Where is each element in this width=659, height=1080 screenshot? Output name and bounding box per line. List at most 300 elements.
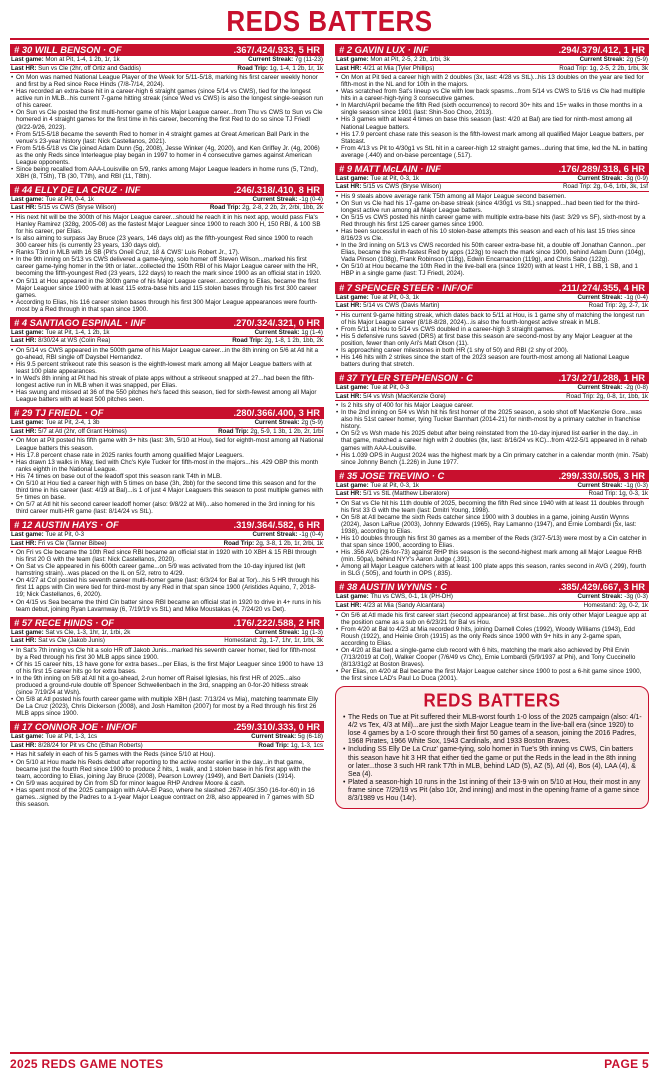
last-game-row — [10, 629, 324, 638]
player-name: # 4 SANTIAGO ESPINAL · INF — [14, 316, 146, 328]
note-item: • In the 2nd inning on 5/4 vs Wsh hit his first homer of the 2025 season, a solo shot off MacKenzie Gore...was also his 51st career homer, tying Tucker Barnhart (2014-21) for ninth-most by a primary catcher in franchise history. — [335, 409, 649, 430]
note-item: • Has swung and missed at 36 of the 550 pitches he's faced this season, tied for sixth-fewest among all Major League batters with at least 500 pitches seen. — [10, 389, 324, 403]
road-trip-value: Road Trip: 2g, 0-8, 1r, 1bb, 1k — [566, 392, 648, 400]
player-card — [335, 470, 649, 578]
note-item: • On 5/14 vs CWS appeared in the 500th game of his Major League career...in the 8th inning on 5/6 at Atl hit a go-ahead, RBI single off Daysbel Hernandez. — [10, 347, 324, 361]
last-game-value: Tue at Pit, 0-4, 1k — [45, 195, 94, 203]
last-game — [336, 482, 419, 490]
player-card — [10, 721, 324, 808]
player-card — [10, 617, 324, 718]
last-game-row — [10, 56, 324, 65]
road-trip-label: Road Trip: — [258, 741, 291, 749]
road-trip-value: 2g, 5-9, 1 3b, 1 2b, 2r, 1rbi — [250, 427, 323, 435]
player-header-bar — [335, 44, 649, 56]
last-game-value: Tue at Pit, 0-3, 1k — [370, 174, 419, 182]
note-item: • Per Elias, on 4/20 at Bal became the first Major League catcher since 1900 to post a 6-hit game since 1900, the first since LAD's Paul Lo Duca (2001). — [335, 668, 649, 682]
current-streak-label: Current Streak: — [252, 195, 300, 203]
last-game — [11, 196, 94, 204]
note-item: • On 4/20 at Bal tied a single-game club record with 6 hits, matching the mark also achieved by Phil Ervin (7/13/2019 at Col), Walker Cooper (7/6/49 vs Chc), Ernie Lombardi (5/9/1937 at Phi), and Tony Cuccinello (8/13/31g2 at Boston Braves). — [335, 647, 649, 668]
team-note-item: • Including SS Elly De La Cruz' game-tying, solo homer in Tue's 9th inning vs CWS, Cin batters this season have hit 3 HR that either tied the game or put the Reds in the lead in the 8th inning or later...those 3 such HR rank T7th in MLB, behind LAD (5), AZ (5), Atl (4), Bos (4), LAA (4), & Sea (4). — [342, 746, 642, 778]
note-item: • In the 3rd inning on 5/13 vs CWS recorded his 50th career extra-base hit, a double off Jonathan Cannon...per Elias, became the sixth-fastest Red by apps (123g) to reach the mark since 1900, behind Adam Dunn (104g), Vada Pinson (108g), Frank Robinson (118g), Edwin Encarnacion (119g), and Chris Sabo (122g). — [335, 242, 649, 263]
road-trip — [563, 183, 648, 191]
note-item: • His current 9-game hitting streak, which dates back to 5/11 at Hou, is 1 game shy of matching the longest run of his Major League career (8/18-8/28, 2024)...is also the fourth-longest active streak in MLB. — [335, 312, 649, 326]
player-name: # 38 AUSTIN WYNNS · C — [339, 581, 447, 593]
player-stats: .294/.379/.412, 1 HR — [558, 44, 645, 55]
player-notes — [335, 499, 649, 578]
footer-right: PAGE 5 — [604, 1057, 649, 1071]
last-hr-value: 5/1 vs StL (Matthew Liberatore) — [363, 490, 450, 498]
last-game-row — [335, 482, 649, 491]
note-item: • His .356 AVG (26-for-73) against RHP this season is the second-highest mark among all Major League RHB (min. 50pa), behind NYY's Aaron Judge (.391). — [335, 549, 649, 563]
last-hr-label: Last HR: — [11, 539, 39, 547]
last-hr-value: 5/4 vs Wsh (MacKenzie Gore) — [363, 392, 446, 400]
note-item: • On Sat vs Cle hit his 11th double of 2025, becoming the fifth Red since 1940 with at least 11 doubles through his first 33 G with the team (last: Dmitri Young, 1998). — [335, 500, 649, 514]
current-streak-label: Current Streak: — [251, 733, 298, 741]
last-game-row — [335, 294, 649, 303]
last-game-label: Last game: — [336, 481, 371, 489]
current-streak-label: Current Streak: — [254, 419, 302, 427]
player-name: # 2 GAVIN LUX · INF — [339, 44, 429, 55]
note-item: • On Fri vs Cle became the 10th Red since RBI became an official stat in 1920 with 10 XBH & 15 RBI through his first 20 G with the team (last: Nick Castellanos, 2020). — [10, 549, 324, 563]
current-streak-value: 5g (6-18) — [297, 733, 323, 741]
player-header-bar — [10, 519, 324, 531]
last-game-label: Last game: — [336, 56, 371, 63]
note-item: • Has been successful in each of his 10 stolen-base attempts this season and each of his last 15 tries since 8/16/23 vs Cle. — [335, 228, 649, 242]
last-game-label: Last game: — [336, 384, 371, 392]
note-item: • On 5/6 at Atl made his first career start (second appearance) at first base...his only other Major League app at the position came as a sub on 6/23/21 for Bal vs Hou. — [335, 612, 649, 626]
last-game-value: Thu vs CWS, 0-1, 1k (PH-DH) — [370, 593, 453, 601]
player-stats: .299/.330/.505, 3 HR — [558, 469, 645, 481]
note-item: • Is approaching career milestones in both HR (1 shy of 50) and RBI (2 shy of 200). — [335, 347, 649, 354]
note-item: • On Mon at Pit posted his fifth game with 3+ hits (last: 3/h, 5/10 at Hou), tied for eighth-most among all National League batters this season. — [10, 437, 324, 451]
last-hr-label: Last HR: — [11, 637, 39, 645]
last-hr — [11, 742, 143, 750]
note-item: • From 4/13 vs Pit to 4/30g1 vs StL hit in a career-high 12 straight games...during that time, led the NL in batting average (.440) and on-base percentage (.517). — [335, 145, 649, 159]
last-game — [11, 329, 109, 337]
last-game-row — [10, 531, 324, 540]
last-hr-row — [10, 337, 324, 346]
last-hr-value: 4/21 at Mia (Tyler Phillips) — [363, 64, 435, 72]
note-item: • His 10 doubles through his first 30 games as a member of the Reds (3/27-5/13) were most by a Cin catcher in that span since 1900, according to Elias. — [335, 535, 649, 549]
current-streak-value: 1g (1-3) — [301, 628, 323, 636]
last-hr — [11, 637, 105, 645]
last-game — [336, 56, 450, 64]
last-hr-label: Last HR: — [336, 601, 364, 609]
note-item: • On Mon was named National League Player of the Week for 5/11-5/18, marking his first career weekly honor and first by a Red since Rece Hinds (7/8-7/14, 2024). — [10, 74, 324, 88]
player-card — [10, 184, 324, 313]
last-game-label: Last game: — [11, 195, 46, 203]
last-game-label: Last game: — [336, 593, 371, 601]
current-streak-value: 1g (1-4) — [301, 328, 323, 336]
note-item: • On 5/10 at Hou tied a career high with 5 times on base (3h, 2bb) for the second time this season and for the third time in his career (last: 4/19 at Bal)...is 1 of just 4 Major Leaguers this season to post multiple games with 5+ times on base. — [10, 480, 324, 501]
footer — [10, 1057, 649, 1071]
last-game-row — [335, 384, 649, 393]
last-hr-value: Fri vs Cle (Tanner Bibee) — [38, 539, 107, 547]
note-item: • On 4/15 vs Sea became the third Cin batter since RBI became an official stat in 1920 to drive in 4+ runs in his team debut, joining Ryan Lavarnway (6, 7/19/19 vs StL) and Mike Moustakas (4, 7/24/20 vs Det). — [10, 599, 324, 613]
current-streak — [578, 175, 649, 183]
team-notes-list — [342, 713, 642, 803]
note-item: • On 5/10 at Hou became the 10th Red in the live-ball era (since 1920) with at least 1 HR, 1 BB, 1 SB, and 1 HBP in a single game (last: TJ Friedl, 2024). — [335, 263, 649, 277]
current-streak-label: Current Streak: — [254, 628, 302, 636]
last-game-value: Tue at Pit, 0-3, 1k — [370, 481, 419, 489]
current-streak — [253, 196, 324, 204]
last-hr-label: Last HR: — [11, 427, 39, 435]
last-game-label: Last game: — [11, 419, 46, 427]
current-streak — [578, 482, 649, 490]
last-game-label: Last game: — [11, 56, 46, 63]
team-note-item: • Plated a season-high 10 runs in the 1st inning of their 13-9 win on 5/10 at Hou, their most in any frame since 7/29/19 vs Pit (also 10r, 2nd inning) and most in the opening frame of a game since 8/3/1989 vs Hou (14r). — [342, 779, 642, 803]
player-card — [335, 44, 649, 159]
player-card — [10, 44, 324, 180]
note-item: • On 5/8 at Atl posted his fourth career game with multiple XBH (last: 7/13/24 vs Mia), matching teammate Elly De La Cruz (2023), Chris Dickerson (2008), and Josh Hamilton (2007) for most by a Red through his first 26 MLB apps since 1900. — [10, 696, 324, 717]
last-hr — [336, 302, 440, 310]
note-item: • His 1.039 OPS in August 2024 was the highest mark by a Cin primary catcher in a calendar month (min. 75ab) since Johnny Bench (1.226) in June 1977. — [335, 452, 649, 466]
last-hr — [336, 602, 445, 610]
last-hr-row — [335, 490, 649, 499]
road-trip-label: Road Trip: — [237, 64, 270, 72]
last-game — [11, 629, 130, 637]
road-trip — [218, 428, 323, 436]
last-game — [11, 733, 97, 741]
player-header-bar — [335, 581, 649, 593]
road-trip — [559, 65, 648, 73]
road-trip-value: 2g, 1-8, 1 2b, 1bb, 2k — [264, 337, 323, 345]
player-header-bar — [335, 163, 649, 175]
player-header-bar — [335, 470, 649, 482]
road-trip-value: Homestand: 2g, 1-7, 1hr, 1r, 1rbi, 3k — [224, 637, 323, 645]
note-item: • His 3 games with at least 4 times on base this season (last: 4/20 at Bal) are tied for ninth-most among all National League batters. — [335, 116, 649, 130]
player-card — [335, 372, 649, 466]
last-hr-row — [335, 393, 649, 402]
note-item: • On 5/15 vs CWS posted his ninth career game with multiple extra-base hits (last: 3/29 vs SF), sixth-most by a Red through his first 125 career games since 1900. — [335, 214, 649, 228]
player-header-bar — [10, 317, 324, 329]
last-hr-label: Last HR: — [336, 64, 364, 72]
note-item: • His 5 defensive runs saved (DRS) at first base this season are second-most by any Major Leaguer at the position, fewer than only Ari's Matt Olson (11). — [335, 333, 649, 347]
player-card — [335, 282, 649, 369]
last-game-row — [10, 196, 324, 205]
footer-left: 2025 REDS GAME NOTES — [10, 1057, 164, 1071]
player-card — [10, 317, 324, 404]
current-streak — [255, 629, 323, 637]
last-hr-row — [335, 65, 649, 74]
current-streak — [255, 329, 323, 337]
note-item: • His 146 hits with 2 strikes since the start of the 2023 season are fourth-most among all National League batters during that stretch. — [335, 354, 649, 368]
last-hr-row — [335, 302, 649, 311]
current-streak-value: 2g (5-9) — [301, 419, 323, 427]
note-item: • Of his 15 career hits, 13 have gone for extra bases...per Elias, is the first Major Leaguer since 1900 to have 13 of his first 15 career hits go for extra bases. — [10, 661, 324, 675]
last-game-row — [10, 419, 324, 428]
last-game — [11, 56, 120, 64]
last-hr-row — [10, 65, 324, 74]
road-trip — [210, 204, 323, 212]
last-hr-value: 8/30/24 at WS (Colin Rea) — [38, 337, 111, 345]
note-item: • In Wed's 8th inning at Pit had his streak of plate apps without a strikeout snapped at 27...had been the fifth-longest active run in MLB when it was snapped, per Elias. — [10, 375, 324, 389]
page-title: REDS BATTERS — [226, 4, 433, 38]
player-name: # 12 AUSTIN HAYS · OF — [14, 519, 119, 530]
note-item: • In the 9th inning on 5/8 at Atl hit a go-ahead, 2-run homer off Raisel Iglesias, his first HR of 2025...also produced a ground-rule double off Spencer Schwellenbach in the 3rd, snapping an 0-for-20 hitless streak (since 7/19/24 at Wsh). — [10, 675, 324, 696]
current-streak — [580, 56, 648, 64]
last-hr-row — [335, 183, 649, 192]
player-name: # 30 WILL BENSON · OF — [14, 44, 122, 55]
last-hr-label: Last HR: — [11, 337, 39, 345]
road-trip-value: Road Trip: 1g, 0-3, 1k — [588, 490, 648, 498]
note-item: • His next hit will be the 300th of his Major League career...should he reach it in his next app, would pass Fla's Hanley Ramirez (328g, 2005-08) as the fastest Major Leaguer since 1900 to reach 300 H, 150 RBI, & 100 SB for his career, per Elias. — [10, 214, 324, 235]
current-streak-label: Current Streak: — [577, 481, 625, 489]
note-item: • Is 2 hits shy of 400 for his Major League career. — [335, 402, 649, 409]
current-streak-label: Current Streak: — [577, 593, 625, 601]
last-hr-value: 5/15 vs CWS (Bryse Wilson) — [363, 183, 442, 191]
current-streak-value: -1g (0-4) — [299, 195, 323, 203]
last-hr-label: Last HR: — [336, 183, 364, 191]
last-game-value: Mon at Pit, 2-5, 2 2b, 1rbi, 3k — [370, 56, 450, 63]
current-streak-label: Current Streak: — [577, 293, 625, 301]
note-item: • According to Elias, his 116 career stolen bases through his first 300 Major League appearances were fourth-most by a Red through in that span since 1900. — [10, 299, 324, 313]
note-item: • Since being recalled from AAA-Louisville on 5/9, ranks among Major League leaders in home runs (5, T2nd), XBH (8, T5th), TB (30, T7th), and RBI (11, T8th). — [10, 166, 324, 180]
player-notes — [10, 548, 324, 612]
last-hr-row — [335, 602, 649, 611]
last-hr-value: 5/14 vs CWS (Davis Martin) — [363, 302, 440, 310]
note-item: • His 17.9 percent chase rate this season is the fifth-lowest mark among all qualified Major League batters, per Statcast. — [335, 131, 649, 145]
current-streak-label: Current Streak: — [577, 384, 625, 392]
current-streak-value: -2g (0-8) — [624, 384, 648, 392]
note-item: • Has spent most of the 2025 campaign with AAA-El Paso, where he slashed .267/.405/.350 (16-for-60) in 16 games...signed by the Padres to a 1-year Major League contract on 2/8, also appeared in 7 games with SD this season. — [10, 787, 324, 808]
note-item: • His 9 steals above average rank T5th among all Major League second basemen. — [335, 193, 649, 200]
last-game-value: Tue at Pit, 0-3 — [370, 384, 410, 392]
last-game-row — [335, 175, 649, 184]
note-item: • From 5/15-5/18 became the seventh Red to homer in 4 straight games at Great American Ball Park in the venue's 23-year history (last: Nick Castellanos, 2021). — [10, 131, 324, 145]
player-name: # 9 MATT McLAIN · INF — [339, 162, 441, 174]
player-card — [335, 581, 649, 682]
note-item: • Is also aiming to surpass Jay Bruce (23 years, 146 days old) as the fifth-youngest Red since 1900 to reach 300 career hits (is currently 23 years, 130 days old). — [10, 235, 324, 249]
last-hr-value: 5/15 vs CWS (Bryse Wilson) — [38, 204, 117, 212]
road-trip-label: Road Trip: — [223, 539, 256, 547]
player-stats: .259/.310/.333, 0 HR — [233, 721, 320, 733]
road-trip-value: Road Trip: 2g, 2-7, 1k — [588, 302, 648, 310]
team-notes-title: REDS BATTERS — [423, 690, 561, 711]
note-item: • On 4/27 at Col posted his seventh career multi-homer game (last: 6/3/24 for Bal at Tor)...his 5 HR through his first 11 apps with Cin were tied for third-most by any Red in that span since 1900 (Aristides Aquino, 7, 2018-19; Nick Castellanos, 6, 2020). — [10, 577, 324, 598]
last-hr — [336, 65, 434, 73]
player-notes — [10, 646, 324, 717]
current-streak-label: Current Streak: — [252, 531, 300, 538]
last-hr-row — [10, 540, 324, 549]
last-hr — [336, 490, 449, 498]
right-column — [335, 44, 649, 809]
last-hr — [336, 183, 441, 191]
last-game-label: Last game: — [11, 628, 46, 636]
note-item: • On Mon at Pit tied a career high with 2 doubles (3x, last: 4/28 vs StL)...his 13 doubles on the year are tied for fifth-most in the NL and for 10th in the majors. — [335, 74, 649, 88]
player-name: # 7 SPENCER STEER · INF/OF — [339, 281, 473, 293]
road-trip — [237, 65, 323, 73]
player-stats: .270/.324/.321, 0 HR — [233, 316, 320, 328]
player-stats: .319/.364/.582, 6 HR — [233, 519, 320, 530]
note-item: • Has recorded an extra-base hit in a career-high 6 straight games (since 5/14 vs CWS), tied for the longest active run in MLB...his current 7-game hitting streak (since Wed vs CWS) is also the longest single-season run of his career. — [10, 88, 324, 109]
note-item: • From 5/11 at Hou to 5/14 vs CWS doubled in a career-high 3 straight games. — [335, 326, 649, 333]
last-game-value: Tue at Pit, 1-4, 1 2b, 1k — [45, 328, 110, 336]
note-item: • On 5/10 at Hou made his Reds debut after reporting to the active roster earlier in the day...in that game, became just the fourth Red since 1900 to produce 2 hits, 1 walk, and 1 stolen base in his first app with the team, according to Elias, joining Jay Bruce (2008), Pearson Lowrey (1949), and Bert Daniels (1914). — [10, 759, 324, 780]
note-item: • Among all Major League catchers with at least 100 plate apps this season, ranks second in AVG (.299), fourth in SLG (.505), and fourth in OPS (.835). — [335, 563, 649, 577]
current-streak — [578, 593, 649, 601]
note-item: • On Sat vs Cle appeared in his 600th career game...on 5/9 was activated from the 10-day injured list (left hamstring strain)...was placed on the IL on 5/2, retro to 4/29. — [10, 563, 324, 577]
player-notes — [10, 213, 324, 313]
player-notes — [335, 611, 649, 682]
player-notes — [10, 436, 324, 515]
player-card — [335, 163, 649, 278]
note-item: • On 5/11 at Hou appeared in the 300th game of his Major League career...according to Elias, became the first Major Leaguer since 1900 with at least 115 extra-base hits and 115 stolen bases through his first 300 career games. — [10, 278, 324, 299]
last-hr-row — [10, 428, 324, 437]
road-trip-value: Homestand: 2g, 0-2, 1k — [583, 601, 648, 609]
player-header-bar — [10, 44, 324, 56]
team-notes-box — [335, 686, 649, 809]
last-hr — [336, 393, 446, 401]
last-game-row — [10, 329, 324, 338]
last-hr-label: Last HR: — [11, 64, 39, 72]
last-hr-row — [10, 742, 324, 751]
last-game-value: Tue at Pit, 1-3, 1cs — [45, 733, 98, 741]
road-trip — [566, 393, 648, 401]
road-trip — [224, 637, 323, 645]
last-hr-value: 5/7 at Atl (2hr, off Grant Holmes) — [38, 427, 127, 435]
player-card — [10, 519, 324, 613]
player-header-bar — [335, 372, 649, 384]
road-trip-value: Road Trip: 1g, 2-5, 2 2b, 1rbi, 3k — [559, 64, 648, 72]
note-item: • Has drawn 13 walks in May, tied with Chc's Kyle Tucker for fifth-most in the majors...his .429 OBP this month ranks eighth in the National League. — [10, 459, 324, 473]
player-notes — [10, 73, 324, 180]
last-hr-value: 4/23 at Mia (Sandy Alcantara) — [363, 601, 445, 609]
road-trip — [232, 337, 323, 345]
note-item: • In the 9th inning on 5/13 vs CWS delivered a game-tying, solo homer off Steven Wilson...marked his first career game-tying homer in the 9th or later...collected the 150th RBI of his Major League career with the HR, becoming the fifth-youngest Red (23 years, 122 days) to reach the mark since 1900 as an official stat in 1920. — [10, 256, 324, 277]
current-streak — [255, 419, 323, 427]
player-notes — [335, 401, 649, 465]
player-header-bar — [10, 617, 324, 629]
road-trip-value: 2g, 3-8, 1 2b, 1r, 2rbi, 1k — [255, 539, 323, 547]
title-rule — [10, 38, 649, 40]
note-item: • In Sat's 7th inning vs Cle hit a solo HR off Jakob Junis...marked his seventh career homer, tied for fifth-most by a Red through his first 30 MLB apps since 1900. — [10, 647, 324, 661]
last-hr — [11, 204, 116, 212]
current-streak-value: -1g (0-3) — [624, 481, 648, 489]
player-stats: .173/.271/.288, 1 HR — [558, 372, 645, 384]
last-hr-row — [10, 637, 324, 646]
note-item: • On Sun vs Cle had his 17-game on-base streak (since 4/30g1 vs StL) snapped...had been tied for the third-longest active run among all Major League batters. — [335, 200, 649, 214]
last-hr — [11, 337, 110, 345]
road-trip-label: Road Trip: — [218, 427, 251, 435]
last-hr — [11, 65, 141, 73]
current-streak-value: -3g (0-9) — [624, 174, 648, 182]
road-trip — [258, 742, 323, 750]
note-item: • Was scratched from Sat's lineup vs Cle with low back spasms...from 5/14 vs CWS to 5/16 vs Cle had multiple hits in a career-high-tying 3 consecutive games. — [335, 88, 649, 102]
road-trip-label: Road Trip: — [232, 337, 265, 345]
last-hr-label: Last HR: — [336, 302, 364, 310]
note-item: • On 5/2 vs Wsh made his 2025 debut after being reinstated from the 10-day injured list earlier in the day...in that game, matched a career high with 2 doubles (8x, last: 8/16/24 vs KC)...from 4/22-5/1 appeared in 8 rehab games with AAA-Louisville. — [335, 430, 649, 451]
current-streak — [578, 294, 649, 302]
current-streak-value: 7g (11-23) — [294, 56, 323, 63]
last-game-row — [335, 56, 649, 65]
last-game-label: Last game: — [336, 293, 371, 301]
player-stats: .176/.289/.318, 6 HR — [558, 162, 645, 174]
player-name: # 29 TJ FRIEDL · OF — [14, 407, 104, 419]
note-item: • Ranks T3rd in MLB with 16 SB (Pit's Oneil Cruz, 18 & CWS' Luis Robert Jr., 17). — [10, 249, 324, 256]
last-game-label: Last game: — [336, 174, 371, 182]
player-stats: .211/.274/.355, 4 HR — [559, 281, 645, 293]
last-hr — [11, 428, 127, 436]
player-header-bar — [335, 282, 649, 294]
player-notes — [335, 73, 649, 159]
current-streak — [578, 384, 649, 392]
last-game — [11, 419, 100, 427]
last-game-row — [335, 593, 649, 602]
current-streak-value: 2g (5-9) — [626, 56, 648, 63]
left-column — [10, 44, 324, 812]
player-stats: .280/.366/.400, 3 HR — [233, 407, 320, 419]
current-streak-label: Current Streak: — [579, 56, 627, 63]
last-game-value: Sat vs Cle, 1-3, 1hr, 1r, 1rbi, 2k — [45, 628, 131, 636]
road-trip — [224, 540, 323, 548]
note-item: • In March/April became the fifth Red (sixth occurrence) to record 30+ hits and 15+ walks in those months in a single season since 1901 (last: Shin-Soo Choo, 2013). — [335, 102, 649, 116]
player-name: # 35 JOSE TREVINO · C — [339, 469, 445, 481]
current-streak-label: Current Streak: — [577, 174, 625, 182]
last-game-label: Last game: — [11, 328, 46, 336]
player-notes — [10, 346, 324, 403]
last-game — [336, 175, 419, 183]
team-note-item: • The Reds on Tue at Pit suffered their MLB-worst fourth 1-0 loss of the 2025 campaign (also: 4/1-4/2 vs Tex, 4/3 at Mil)...are just the sixth Major League team in the live-ball era (since 1920) to lose 4 games by a 1-0 score through their first 50 games of a season, joining the 2016 Padres, 1968 Pirates, 1966 White Sox, 1943 Cardinals, and 1933 Boston Braves. — [342, 714, 642, 746]
last-hr-label: Last HR: — [11, 204, 39, 212]
road-trip — [584, 602, 648, 610]
footer-rule — [10, 1052, 649, 1054]
last-game-value: Tue at Pit, 2-4, 1 3b — [45, 419, 100, 427]
last-game — [336, 294, 419, 302]
note-item: • Has hit safely in each of his 5 games with the Reds (since 5/10 at Hou). — [10, 751, 324, 758]
last-game-row — [10, 733, 324, 742]
last-game — [11, 531, 84, 539]
current-streak — [248, 56, 323, 64]
player-stats: .176/.222/.588, 2 HR — [233, 616, 320, 628]
last-hr — [11, 540, 107, 548]
last-hr-label: Last HR: — [336, 490, 364, 498]
player-stats: .367/.424/.933, 5 HR — [233, 44, 320, 55]
last-game — [336, 593, 453, 601]
current-streak — [251, 733, 323, 741]
note-item: • On 5/7 at Atl hit his second career leadoff homer (also: 9/8/22 at Mil)...also homered in the 3rd inning for his third career multi-HR game (last: 8/14/24 vs StL). — [10, 501, 324, 515]
last-hr-value: 8/28/24 for Pit vs Chc (Ethan Roberts) — [38, 741, 143, 749]
road-trip-value: 1g, 1-4, 1 2b, 1r, 1k — [269, 64, 323, 72]
note-item: • His 17.8 percent chase rate in 2025 ranks fourth among qualified Major Leaguers. — [10, 452, 324, 459]
current-streak-label: Current Streak: — [254, 328, 302, 336]
current-streak-value: -1g (0-4) — [624, 293, 648, 301]
road-trip-value: Road Trip: 2g, 0-6, 1rbi, 3k, 1sf — [563, 183, 648, 191]
last-hr-label: Last HR: — [11, 741, 39, 749]
note-item: • His 74 times on base out of the leadoff spot this season rank T4th in MLB. — [10, 473, 324, 480]
player-name: # 44 ELLY DE LA CRUZ · INF — [14, 183, 141, 195]
last-game-label: Last game: — [11, 733, 46, 741]
road-trip — [589, 302, 649, 310]
player-notes — [10, 750, 324, 807]
player-notes — [335, 192, 649, 278]
current-streak-label: Current Streak: — [248, 56, 295, 63]
current-streak-value: -3g (0-3) — [624, 593, 648, 601]
note-item: • On 5/8 at Atl became the sixth Reds catcher since 1900 with 3 doubles in a game, joining Austin Wynns (2024), Jason LaRue (2003), Johnny Edwards (1965), Ray Lamanno (1947), and Ernie Lombardi (5x, last: 1938), according to Elias. — [335, 514, 649, 535]
right-player-cards — [335, 44, 649, 682]
last-hr-value: Sat vs Cle (Jakob Junis) — [38, 637, 105, 645]
note-item: • On 5/9 was acquired by Cin from SD for minor league RHP Andrew Moore & cash. — [10, 780, 324, 787]
player-name: # 37 TYLER STEPHENSON · C — [339, 372, 473, 384]
player-name: # 17 CONNOR JOE · INF/OF — [14, 721, 137, 733]
last-game — [336, 384, 409, 392]
note-item: • On Sun vs Cle posted the first multi-homer game of his Major League career...from Thu vs CWS to Sun vs Cle homered in 4 straight games for the first time in his career, becoming the first Red to do so since TJ Friedl (9/22-9/26, 2023). — [10, 109, 324, 130]
player-header-bar — [10, 407, 324, 419]
player-notes — [335, 311, 649, 368]
current-streak-value: -1g (0-4) — [299, 531, 323, 538]
road-trip — [589, 490, 649, 498]
last-game-value: Mon at Pit, 1-4, 1 2b, 1r, 1k — [45, 56, 120, 63]
